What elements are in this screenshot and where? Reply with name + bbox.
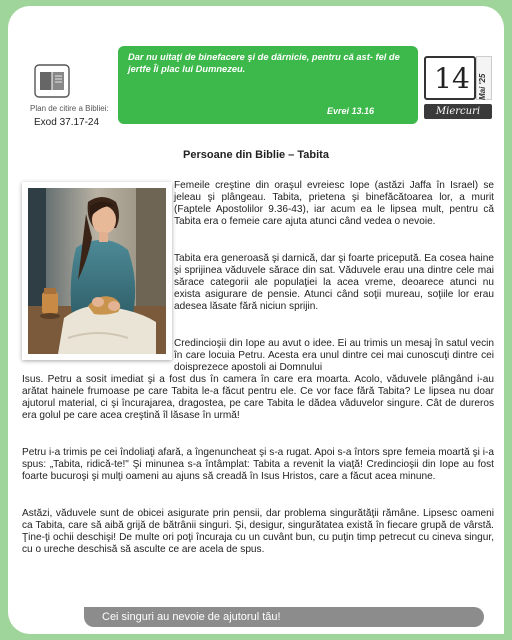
paragraph-2: Tabita era generoasă şi darnică, dar şi foarte pricepută. Ea cosea haine şi sprijinea văduvele sărace din sat. Văduvele erau una dintre cele mai sărace categorii ale populaţiei la acea vreme, deoarece atunci nu exista asigurare de pensie. Atunci când soţii mureau, soţiile lor erau adesea lăsate fără niciun sprijin.	[174, 253, 494, 313]
day-box	[424, 56, 476, 100]
month-year: Mai '25	[478, 73, 487, 100]
verse-reference: Evrei 13.16	[326, 106, 374, 116]
footer-banner: Cei singuri au nevoie de ajutorul tău!	[84, 607, 484, 627]
verse-text: Dar nu uitaţi de binefacere şi de dărnicie, pentru că ast- fel de jertfe Îi plac lui Dumnezeu.	[128, 52, 400, 74]
page-title: Persoane din Biblie – Tabita	[183, 149, 329, 161]
bible-book-icon	[34, 64, 70, 98]
paragraph-1: Femeile creştine din oraşul evreiesc Iope (astăzi Jaffa în Israel) se jeleau şi plângeau. Tabita, prietena şi binefăcătoarea lor, a murit (Faptele Apostolilor 9.36-43), iar acum ea le lipsea mult, pentru că Tabita era o femeie care ajuta atunci când vedea o nevoie.	[174, 180, 494, 228]
tabita-illustration	[22, 182, 172, 360]
devotional-page	[8, 6, 504, 634]
paragraph-4: Petru i-a trimis pe cei îndoliaţi afară, a îngenuncheat şi s-a rugat. Apoi s-a întors spre femeia moartă şi i-a spus: „Tabita, ridică-te!" Şi minunea s-a întâmplat: Tabita a revenit la viaţă! Credincioşii din Iope au fost foarte bucuroşi şi mulţi oameni au ajuns să creadă în Isus Hristos, care a făcut acea minune.	[22, 447, 494, 483]
day-number: 14	[434, 62, 470, 95]
weekday: Miercuri	[424, 104, 492, 119]
paragraph-5: Astăzi, văduvele sunt de obicei asigurate prin pensii, dar problema singurătăţii rămâne. Lipsesc oameni ca Tabita, care să aibă grijă de bătrânii singuri. Şi, desigur, singurătatea există în fiecare grupă de vârstă. Ţine-ţi ochii deschişi! De multe ori poţi încuraja cu un cuvânt bun, cu puţin timp petrecut cu cineva singur, cu o ureche deschisă să asculte ce are acela de spus.	[22, 508, 494, 556]
verse-box	[118, 46, 418, 124]
paragraph-3b: Isus. Petru a sosit imediat şi a fost dus în camera în care era moarta. Acolo, văduvele plângând i-au arătat hainele frumoase pe care Tabita le-a făcut pentru ele. Ce vor face fără Tabita? Le lipsea nu doar ajutorul material, ci şi încurajarea, dragostea, pe care Tabita le dădea văduvelor singure. Cât de dureros era golul pe care acea creştină îl lăsase în urmă!	[22, 374, 494, 422]
reading-plan-reference: Exod 37.17-24	[34, 117, 100, 128]
reading-plan-label: Plan de citire a Bibliei:	[30, 104, 109, 113]
date-block	[424, 52, 504, 124]
paragraph-3a: Credincioşii din Iope au avut o idee. Ei au trimis un mesaj în satul vecin în care locuia Petru. Acesta era unul dintre cei mai cunoscuţi dintre cei doisprezece apostoli ai Domnului	[174, 338, 494, 374]
